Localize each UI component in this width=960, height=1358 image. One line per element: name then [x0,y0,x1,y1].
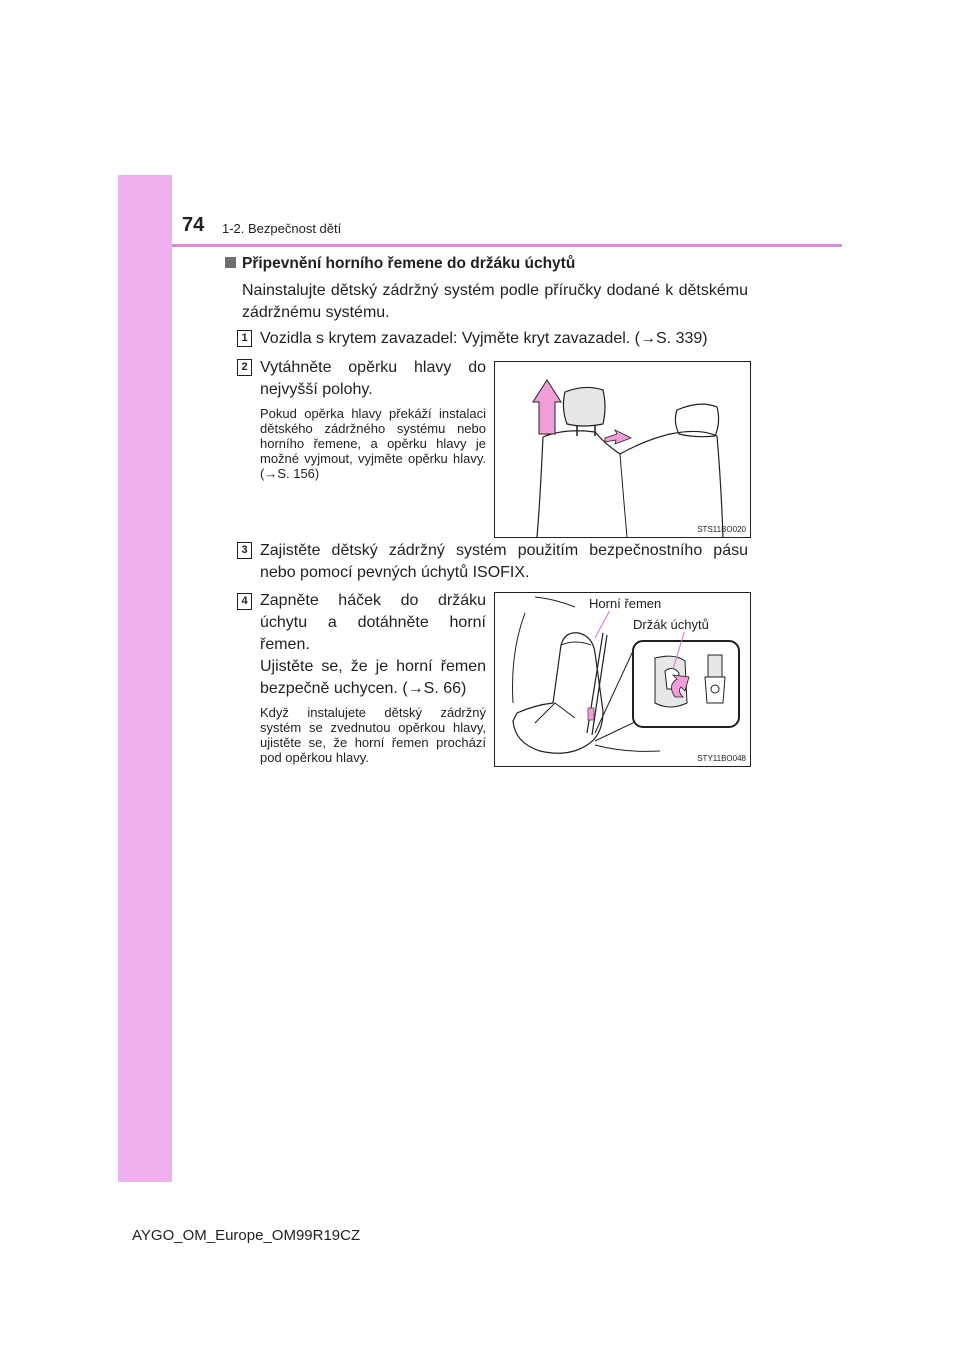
step-1-text: Vozidla s krytem zavazadel: Vyjměte kryt zavazadel. (→S. 339) [260,330,708,347]
step-3-text: Zajistěte dětský zádržný systém použitím bezpečnostního pásu nebo pomocí pevných úchytů ISOFIX. [260,542,748,581]
headrest-figure [494,361,751,538]
step-number-2: 2 [237,359,252,376]
callout-tether-anchor: Držák úchytů [633,617,709,632]
step-number-1: 1 [237,330,252,347]
chapter-side-band [118,175,172,1182]
running-header: 1-2. Bezpečnost dětí [222,221,342,236]
header-rule [172,244,842,247]
tether-figure [494,592,751,767]
child-seat-illustration [495,593,750,766]
callout-top-tether: Horní řemen [589,596,662,611]
headrest-illustration [495,362,750,537]
figure-code: STS11BO020 [697,525,746,534]
section-heading [225,255,575,273]
square-bullet-icon [225,257,236,268]
step-number-3: 3 [237,542,252,559]
page-number: 74 [182,214,205,236]
step-2-text: Vytáhněte opěrku hlavy do nejvyšší polohy. [260,359,486,398]
step-2-note: Pokud opěrka hlavy překáží instalaci dětského zádržného systému nebo horního řemene, a opěrku hlavy je možné vyjmout, vyjměte opěrku hlavy. (→S. 156) [260,406,486,481]
intro-paragraph: Nainstalujte dětský zádržný systém podle příručky dodané k dětskému zádržnému systému. [242,282,748,321]
step-4-text: Zapněte háček do držáku úchytu a dotáhněte horní řemen. [260,592,486,653]
figure-code: STY11BO048 [697,754,746,763]
document-footer: AYGO_OM_Europe_OM99R19CZ [132,1227,361,1244]
step-number-4: 4 [237,593,252,610]
step-4-text-2: Ujistěte se, že je horní řemen bezpečně uchycen. (→S. 66) [260,658,486,697]
step-4-note: Když instalujete dětský zádržný systém se zvednutou opěrkou hlavy, ujistěte se, že horní řemen prochází pod opěrkou hlavy. [260,705,486,765]
section-heading-text: Připevnění horního řemene do držáku úchytů [242,255,576,272]
